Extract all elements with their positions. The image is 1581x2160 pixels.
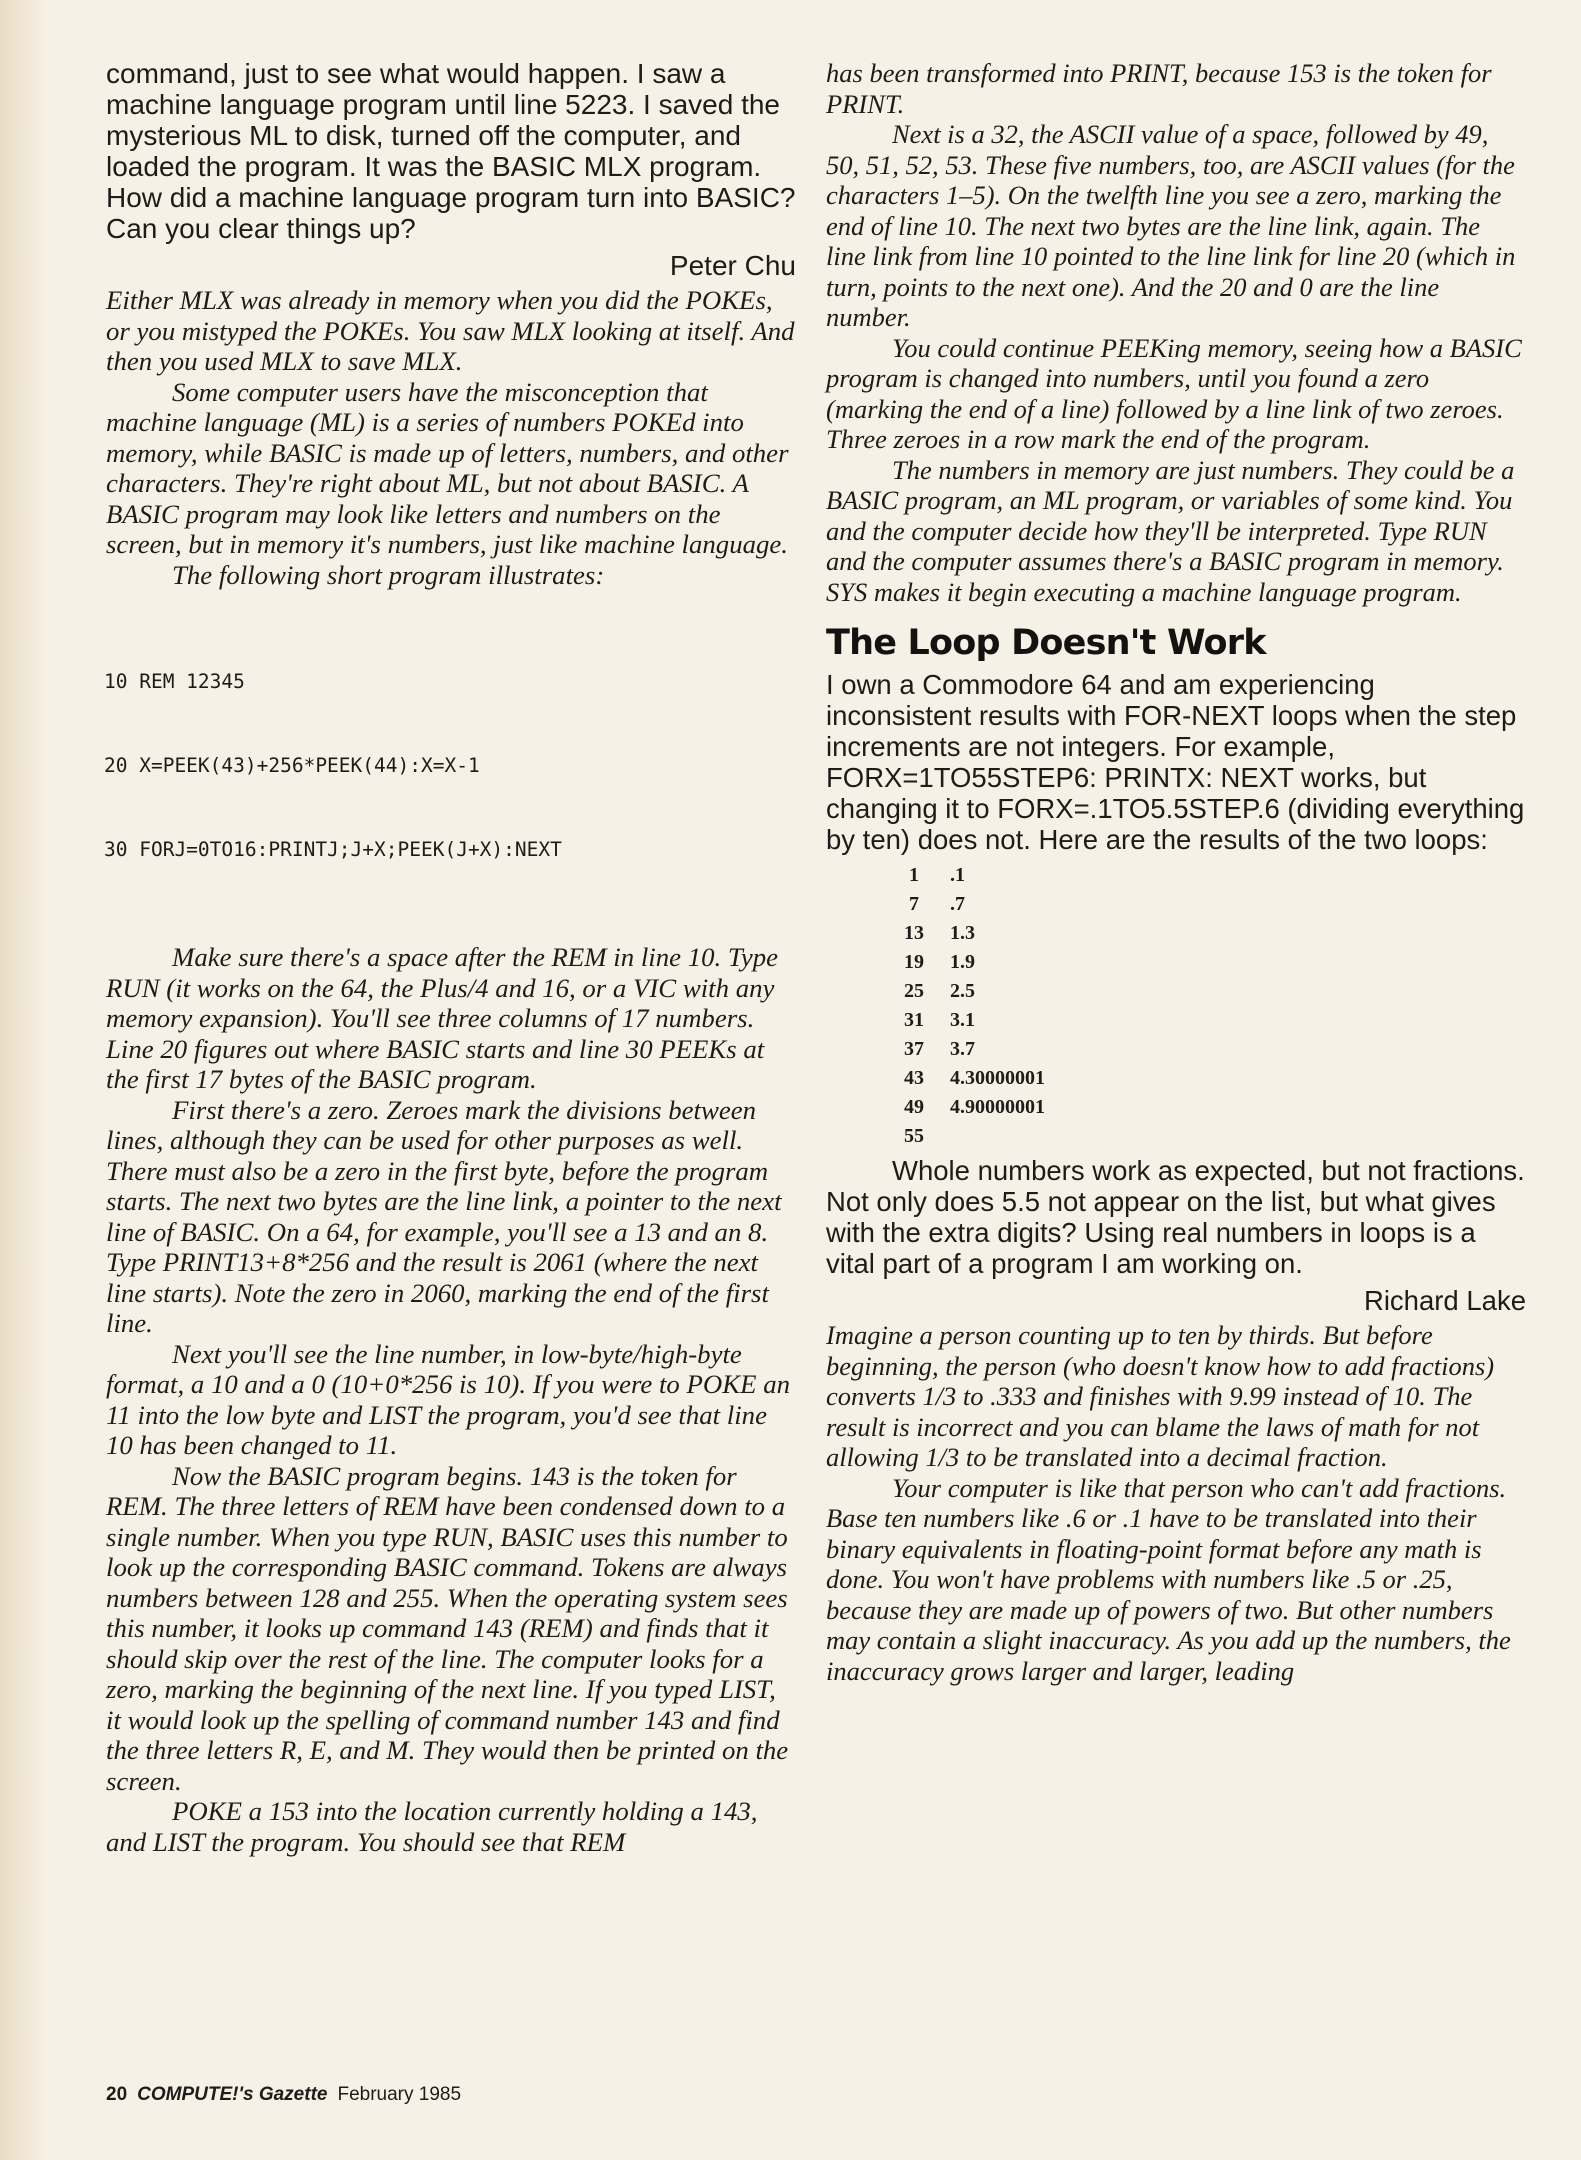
fraction-loop-value: 4.30000001 [950, 1067, 1045, 1089]
table-row [896, 890, 1045, 919]
table-row [896, 1006, 1045, 1035]
answer-paragraph: Either MLX was already in memory when you did the POKEs, or you mistyped the POKEs. You saw MLX looking at itself. And then you used MLX to save MLX. [106, 285, 795, 376]
integer-loop-value: 31 [904, 1009, 924, 1031]
loop-results-table [896, 861, 1045, 1151]
table-row [896, 977, 1045, 1006]
letter-paragraph: command, just to see what would happen. I saw a machine language program until line 5223. I saved the mysterious ML to disk, turned off the computer, and loaded the program. It was the BASIC MLX program. How did a machine language program turn into BASIC? Can you clear things up? [106, 58, 796, 244]
page-number: 20 [106, 2084, 128, 2105]
right-column [826, 58, 1526, 1686]
page-edge-shadow [0, 0, 46, 2160]
fraction-loop-value: .7 [950, 893, 965, 915]
answer-paragraph: Now the BASIC program begins. 143 is the token for REM. The three letters of REM have been condensed down to a single number. When you type RUN, BASIC uses this number to look up the corresponding BASIC command. Tokens are always numbers between 128 and 255. When the operating system sees this number, it looks up command 143 (REM) and finds that it should skip over the rest of the line. The computer looks for a zero, marking the beginning of the next line. If you typed LIST, it would look up the spelling of command number 143 and find the three letters R, E, and M. They would then be printed on the screen. [106, 1460, 789, 1796]
letter-paragraph: I own a Commodore 64 and am experiencing inconsistent results with FOR-NEXT loops when the step increments are not integers. For example, FORX=1TO55STEP6: PRINTX: NEXT works, but changing it to FORX=.1TO5.5STEP.6 (dividing everything by ten) does not. Here are the results of the two loops: [826, 669, 1525, 855]
issue-date: February 1985 [337, 2084, 462, 2105]
table-row [896, 948, 1045, 977]
answer-paragraph: The following short program illustrates: [172, 559, 605, 590]
table-row [896, 1064, 1045, 1093]
integer-loop-value: 55 [904, 1125, 924, 1147]
answer-paragraph: Your computer is like that person who can't add fractions. Base ten numbers like .6 or .1 have to be translated into their binary equivalents in floating-point format before any math is done. You won't have problems with numbers like .5 or .25, because they are made up of powers of two. But other numbers may contain a slight inaccuracy. As you add up the numbers, the inaccuracy grows larger and larger, leading [826, 1472, 1511, 1686]
integer-loop-value: 1 [909, 864, 919, 886]
answer-paragraph: Make sure there's a space after the REM in line 10. Type RUN (it works on the 64, the Plus/4 and 16, or a VIC with any memory expansion). You'll see three columns of 17 numbers. Line 20 figures out where BASIC starts and line 30 PEEKs at the first 17 bytes of the BASIC program. [106, 942, 779, 1094]
magazine-name: COMPUTE!'s Gazette [137, 2084, 328, 2105]
letter-paragraph: Whole numbers work as expected, but not fractions. Not only does 5.5 not appear on the list, but what gives with the extra digits? Using real numbers in loops is a vital part of a program I am working on. [826, 1155, 1525, 1279]
fraction-loop-value: .1 [950, 864, 965, 886]
answer-paragraph: Some computer users have the misconception that machine language (ML) is a series of numbers POKEd into memory, while BASIC is made up of letters, numbers, and other characters. They're right about ML, but not about BASIC. A BASIC program may look like letters and numbers on the screen, but in memory it's numbers, just like machine language. [106, 376, 789, 559]
answer-paragraph: Imagine a person counting up to ten by thirds. But before beginning, the person (who doesn't know how to add fractions) converts 1/3 to .333 and finishes with 9.99 instead of 10. The result is incorrect and you can blame the laws of math for not allowing 1/3 to be translated into a decimal fraction. [826, 1320, 1495, 1472]
table-row [896, 1093, 1045, 1122]
integer-loop-value: 43 [904, 1067, 924, 1089]
integer-loop-value: 19 [904, 951, 924, 973]
fraction-loop-value: 2.5 [950, 980, 975, 1002]
section-heading: The Loop Doesn't Work [826, 623, 1266, 663]
integer-loop-value: 49 [904, 1096, 924, 1118]
answer-paragraph: First there's a zero. Zeroes mark the divisions between lines, although they can be used for other purposes as well. There must also be a zero in the first byte, before the program starts. The next two bytes are the line link, a pointer to the next line of BASIC. On a 64, for example, you'll see a 13 and an 8. Type PRINT13+8*256 and the result is 2061 (where the next line starts). Note the zero in 2060, marking the end of the first line. [106, 1094, 782, 1338]
answer-paragraph: Next you'll see the line number, in low-byte/high-byte format, a 10 and a 0 (10+0*256 is 10). If you were to POKE an 11 into the low byte and LIST the program, you'd see that line 10 has been changed to 11. [106, 1338, 790, 1460]
table-row [896, 1035, 1045, 1064]
left-column [106, 58, 796, 1857]
fraction-loop-value: 3.7 [950, 1038, 975, 1060]
fraction-loop-value: 1.9 [950, 951, 975, 973]
table-row [896, 861, 1045, 890]
code-line: 20 X=PEEK(43)+256*PEEK(44):X=X-1 [104, 754, 480, 777]
answer-paragraph: Next is a 32, the ASCII value of a space, followed by 49, 50, 51, 52, 53. These five numbers, too, are ASCII values (for the characters 1–5). On the twelfth line you see a zero, marking the end of line 10. The next two bytes are the line link, again. The line link from line 10 pointed to the line link for line 20 (which in turn, points to the next one). And the 20 and 0 are the line number. [826, 119, 1516, 332]
fraction-loop-value: 1.3 [950, 922, 975, 944]
letter-signature: Peter Chu [669, 250, 796, 281]
answer-paragraph: You could continue PEEKing memory, seeing how a BASIC program is changed into numbers, until you found a zero (marking the end of a line) followed by a line link of two zeroes. Three zeroes in a row mark the end of the program. [826, 332, 1522, 454]
integer-loop-value: 25 [904, 980, 924, 1002]
page-footer [106, 2084, 471, 2106]
answer-paragraph: The numbers in memory are just numbers. They could be a BASIC program, an ML program, or variables of some kind. You and the computer decide how they'll be interpreted. Type RUN and the computer assumes there's a BASIC program in memory. SYS makes it begin executing a machine language program. [826, 454, 1515, 607]
code-line: 10 REM 12345 [104, 670, 245, 693]
integer-loop-value: 7 [909, 893, 919, 915]
answer-paragraph: POKE a 153 into the location currently holding a 143, and LIST the program. You should see that REM [106, 1796, 758, 1857]
code-line: 30 FORJ=0TO16:PRINTJ;J+X;PEEK(J+X):NEXT [104, 838, 562, 861]
fraction-loop-value: 4.90000001 [950, 1096, 1045, 1118]
integer-loop-value: 37 [904, 1038, 924, 1060]
fraction-loop-value: 3.1 [950, 1009, 975, 1031]
basic-program-listing [104, 612, 796, 920]
letter-signature: Richard Lake [1363, 1285, 1526, 1316]
table-row [896, 1122, 1045, 1151]
integer-loop-value: 13 [904, 922, 924, 944]
fraction-loop-value [932, 1122, 1045, 1151]
answer-paragraph: has been transformed into PRINT, because 153 is the token for PRINT. [826, 58, 1492, 119]
table-row [896, 919, 1045, 948]
